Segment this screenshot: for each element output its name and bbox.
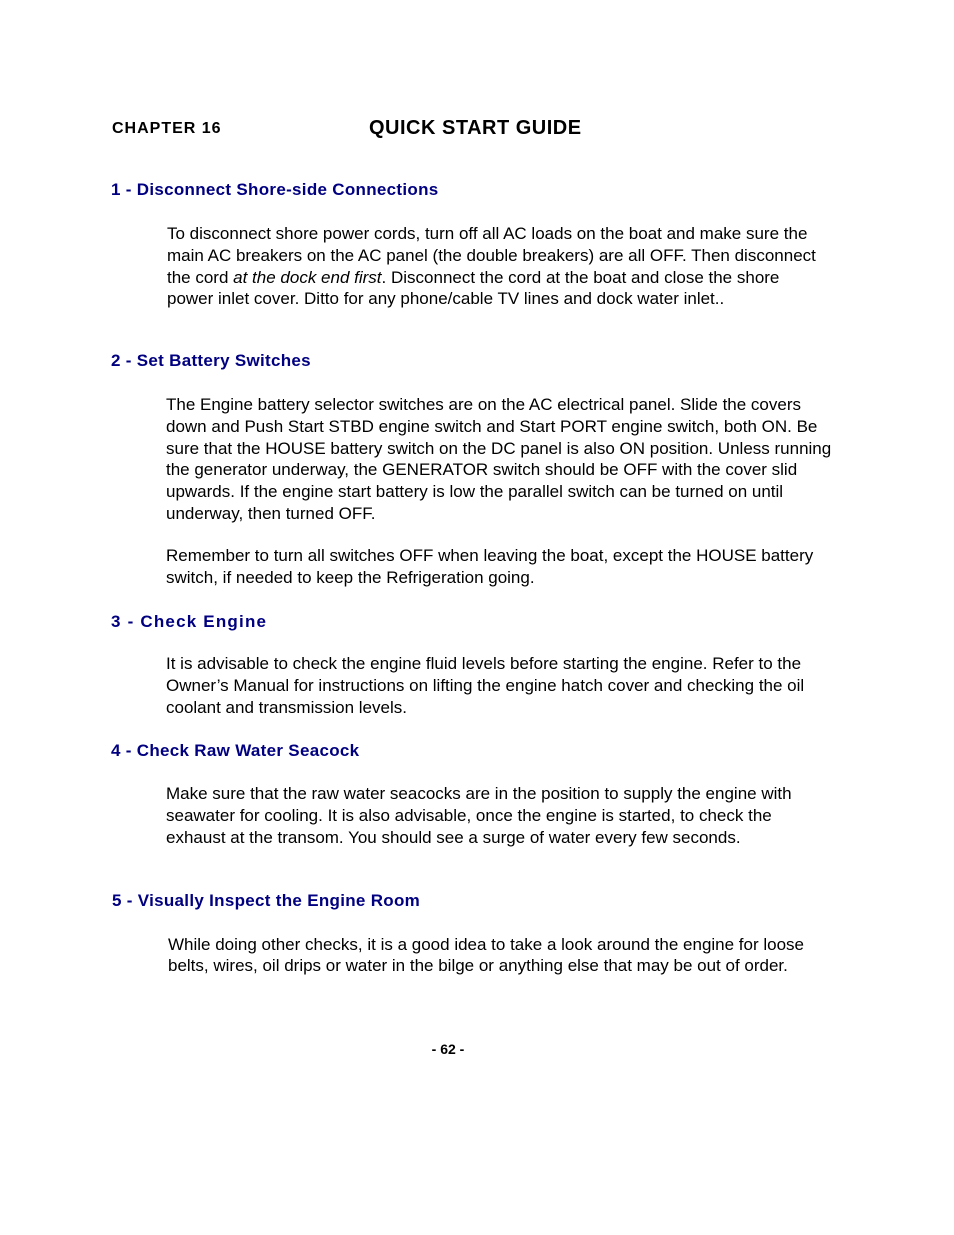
paragraph-italic-text: at the dock end first [233,267,382,287]
section-1-paragraph [167,223,817,310]
section-2-paragraph-2: Remember to turn all switches OFF when leaving the boat, except the HOUSE battery switch, if needed to keep the Refrigeration going. [166,546,814,587]
page-number: - 62 - [431,1041,465,1057]
paragraph-text: To disconnect shore power cords, turn off all AC loads on the boat and make sure the main AC breakers on the AC panel (the double breakers) are all OFF. Then disconnect the cord [167,224,816,287]
section-heading-2: 2 - Set Battery Switches [111,351,311,370]
chapter-title: QUICK START GUIDE [369,117,582,139]
section-heading-1: 1 - Disconnect Shore-side Connections [111,180,439,199]
section-4-paragraph: Make sure that the raw water seacocks are in the position to supply the engine with seawater for cooling. It is also advisable, once the engine is started, to check the exhaust at the transom. You should see a surge of water every few seconds. [166,784,792,847]
section-2-paragraph-1: The Engine battery selector switches are on the AC electrical panel. Slide the covers down and Push Start STBD engine switch and Start PORT engine switch, both ON. Be sure that the HOUSE battery switch on the DC panel is also ON position. Unless running the generator underway, the GENERATOR switch should be OFF with the cover slid upwards. If the engine start battery is low the parallel switch can be turned on until underway, then turned OFF. [166,395,832,523]
section-heading-5: 5 - Visually Inspect the Engine Room [112,891,421,910]
section-heading-3: 3 - Check Engine [111,612,268,631]
paragraph-text: . Disconnect the cord at the boat and close the shore power inlet cover. Ditto for any phone/cable TV lines and dock water inlet.. [167,267,780,309]
section-5-paragraph: While doing other checks, it is a good idea to take a look around the engine for loose belts, wires, oil drips or water in the bilge or anything else that may be out of order. [168,935,805,975]
section-3-paragraph: It is advisable to check the engine fluid levels before starting the engine. Refer to the Owner’s Manual for instructions on lifting the engine hatch cover and checking the oil coolant and transmission levels. [166,654,805,717]
section-heading-4: 4 - Check Raw Water Seacock [111,741,360,760]
chapter-label: CHAPTER 16 [112,120,222,137]
